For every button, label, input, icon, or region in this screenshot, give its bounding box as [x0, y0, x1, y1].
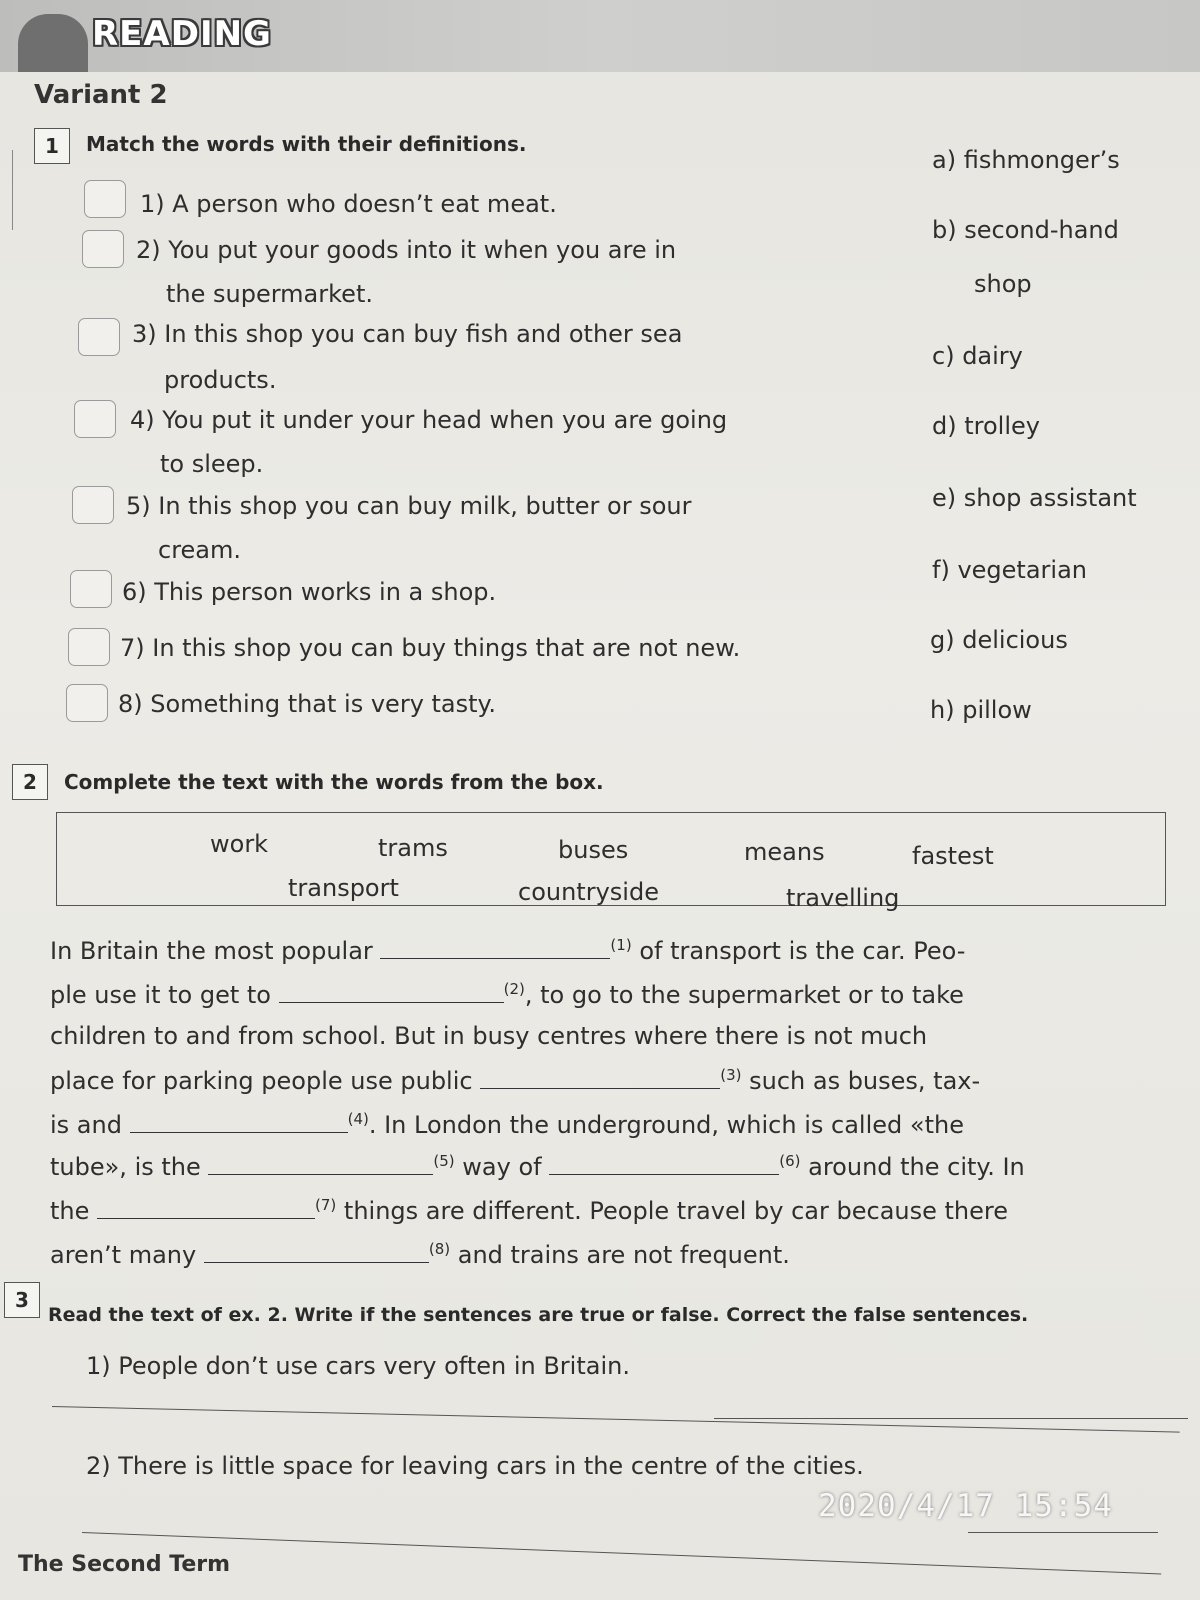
definition-7: 7) In this shop you can buy things that are not new.	[120, 634, 741, 662]
word-b: b) second-hand	[932, 216, 1119, 244]
word-e: e) shop assistant	[932, 484, 1137, 512]
sentence-1: 1) People don’t use cars very often in Britain.	[86, 1352, 630, 1380]
definition-2: 2) You put your goods into it when you are in	[136, 236, 677, 264]
word-f: f) vegetarian	[932, 556, 1087, 584]
box-word-means: means	[744, 838, 825, 866]
answer-box-2[interactable]	[82, 230, 124, 268]
answer-box-1[interactable]	[84, 180, 126, 218]
text-line-7: the $^{(7)}$ things are different. People travel by car because there	[50, 1196, 1008, 1225]
text-line-4: place for parking people use public $^{(3)}$ such as buses, tax-	[50, 1066, 981, 1095]
variant-title: Variant 2	[34, 80, 168, 110]
page-margin-mark	[0, 150, 13, 230]
word-b-cont: shop	[974, 270, 1032, 298]
word-g: g) delicious	[930, 626, 1068, 654]
definition-3-cont: products.	[164, 366, 277, 394]
blank-3[interactable]	[480, 1068, 720, 1089]
box-word-buses: buses	[558, 836, 629, 864]
answer-box-8[interactable]	[66, 684, 108, 722]
exercise-2-instruction: Complete the text with the words from the box.	[64, 770, 604, 794]
text-line-2: ple use it to get to $^{(2)}$, to go to the supermarket or to take	[50, 980, 964, 1009]
answer-line-1b[interactable]	[52, 1406, 1180, 1433]
blank-5[interactable]	[208, 1154, 433, 1175]
word-a: a) fishmonger’s	[932, 146, 1120, 174]
definition-5: 5) In this shop you can buy milk, butter or sour	[126, 492, 692, 520]
answer-line-1a[interactable]	[714, 1418, 1188, 1419]
answer-line-2a[interactable]	[968, 1532, 1158, 1533]
footer-term: The Second Term	[18, 1552, 231, 1577]
blank-2[interactable]	[279, 982, 504, 1003]
photo-timestamp: 2020/4/17 15:54	[818, 1488, 1113, 1524]
box-word-fastest: fastest	[912, 842, 994, 870]
text-line-1: In Britain the most popular $^{(1)}$ of transport is the car. Peo-	[50, 936, 966, 965]
word-c: c) dairy	[932, 342, 1023, 370]
text-line-5: is and $^{(4)}$. In London the underground, which is called «the	[50, 1110, 964, 1139]
answer-box-5[interactable]	[72, 486, 114, 524]
exercise-2-number: 2	[12, 764, 48, 800]
definition-6: 6) This person works in a shop.	[122, 578, 497, 606]
exercise-3-number: 3	[4, 1282, 40, 1318]
answer-box-7[interactable]	[68, 628, 110, 666]
definition-4: 4) You put it under your head when you are going	[130, 406, 728, 434]
definition-3: 3) In this shop you can buy fish and other sea	[132, 320, 683, 348]
definition-5-cont: cream.	[158, 536, 242, 564]
blank-6[interactable]	[549, 1154, 779, 1175]
answer-box-6[interactable]	[70, 570, 112, 608]
exercise-1-number: 1	[34, 128, 70, 164]
definition-4-cont: to sleep.	[160, 450, 264, 478]
word-h: h) pillow	[930, 696, 1032, 724]
blank-1[interactable]	[380, 938, 610, 959]
word-d: d) trolley	[932, 412, 1040, 440]
exercise-1-instruction: Match the words with their definitions.	[86, 132, 527, 156]
box-word-work: work	[210, 830, 269, 858]
text-line-6: tube», is the $^{(5)}$ way of $^{(6)}$ around the city. In	[50, 1152, 1025, 1181]
answer-box-4[interactable]	[74, 400, 116, 438]
definition-2-cont: the supermarket.	[166, 280, 373, 308]
blank-7[interactable]	[97, 1198, 315, 1219]
exercise-3-instruction: Read the text of ex. 2. Write if the sentences are true or false. Correct the false sentences.	[48, 1304, 1029, 1326]
text-line-8: aren’t many $^{(8)}$ and trains are not frequent.	[50, 1240, 790, 1269]
answer-box-3[interactable]	[78, 318, 120, 356]
box-word-trams: trams	[378, 834, 448, 862]
definition-8: 8) Something that is very tasty.	[118, 690, 496, 718]
definition-1: 1) A person who doesn’t eat meat.	[140, 190, 557, 218]
text-line-3: children to and from school. But in busy centres where there is not much	[50, 1022, 928, 1050]
box-word-travelling: travelling	[786, 884, 900, 912]
answer-line-2b[interactable]	[82, 1532, 1161, 1574]
blank-4[interactable]	[130, 1112, 348, 1133]
box-word-countryside: countryside	[518, 878, 659, 906]
section-title: READING	[92, 14, 272, 54]
box-word-transport: transport	[288, 874, 399, 902]
blank-8[interactable]	[204, 1242, 429, 1263]
sentence-2: 2) There is little space for leaving cars in the centre of the cities.	[86, 1452, 864, 1480]
header-decoration	[18, 14, 88, 72]
